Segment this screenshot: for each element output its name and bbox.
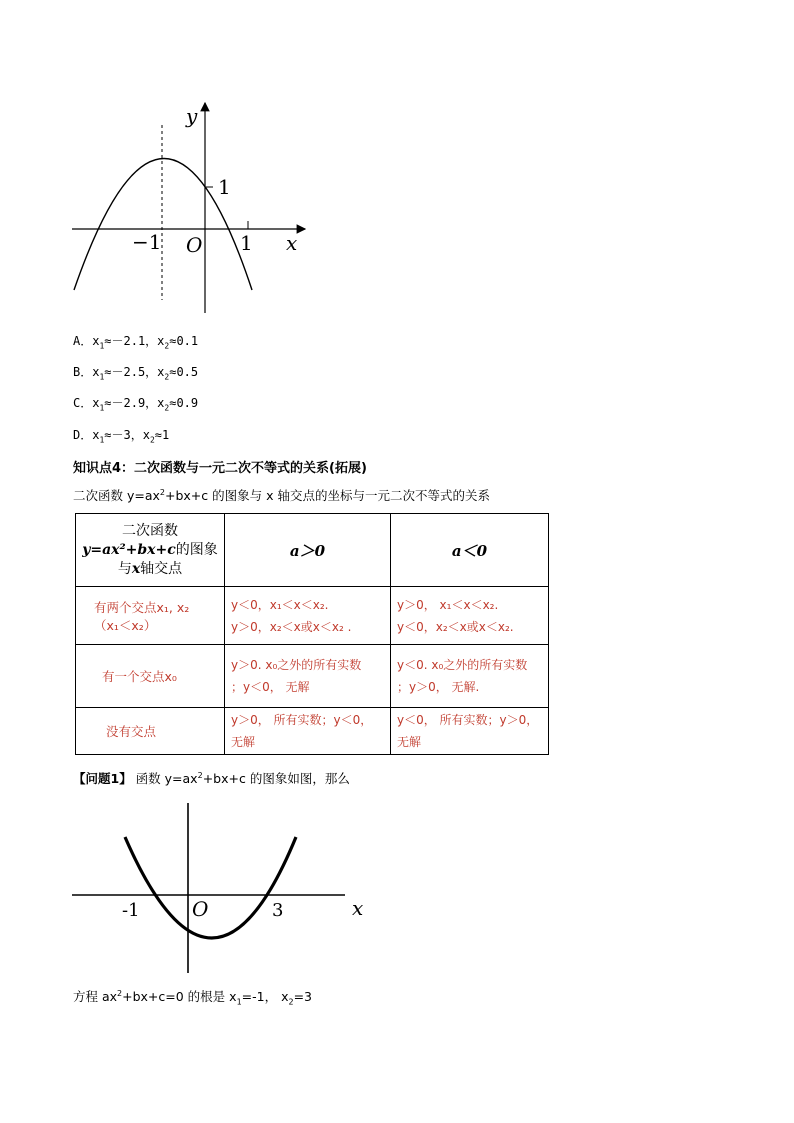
parabola-graph-1 — [60, 95, 320, 320]
option-d: D．$x_1\approx-3$，$x_2\approx 1$ — [73, 428, 170, 445]
tick-label-minus1: −1 — [132, 230, 162, 254]
option-c: C．$x_1\approx-2.9$，$x_2\approx 0.9$ — [73, 396, 199, 413]
tick-label-minus1: -1 — [122, 900, 140, 921]
origin-label: O — [186, 233, 203, 257]
tick-label-3: 3 — [272, 900, 284, 921]
problem-1-text: 【问题1】 函数 $y=ax^2+bx+c$ 的图象如图，那么 — [73, 770, 350, 786]
tick-label-1: 1 — [240, 231, 253, 255]
section-intro: 二次函数 $y=ax^2+bx+c$ 的图象与 x 轴交点的坐标与一元二次不等式的关系 — [73, 487, 490, 503]
option-a: A．$x_1\approx-2.1$，$x_2\approx 0.1$ — [73, 334, 199, 351]
cell-no-root-neg: y＜0， 所有实数；y＞0， 无解 — [391, 708, 549, 755]
row-label-two-roots: 有两个交点x₁, x₂ （x₁＜x₂） — [76, 587, 225, 645]
header-a-negative: a＜0 — [391, 514, 549, 587]
table-row — [76, 645, 549, 708]
answer-text: 方程 $ax^2+bx+c=0$ 的根是 $x_1=-1$， $x_2=3$ — [73, 988, 312, 1007]
header-function-cell: 二次函数 y=ax²+bx+c的图象 与x轴交点 — [76, 514, 225, 587]
parabola-graph-2 — [60, 795, 380, 985]
relation-table — [75, 513, 549, 755]
header-a-positive: a＞0 — [225, 514, 391, 587]
origin-label: O — [192, 897, 209, 921]
option-b: B．$x_1\approx-2.5$，$x_2\approx 0.5$ — [73, 365, 199, 382]
x-axis-label: x — [352, 896, 364, 920]
cell-two-roots-neg: y＞0， x₁＜x＜x₂. y＜0，x₂＜x或x＜x₂. — [391, 587, 549, 645]
table-row — [76, 708, 549, 755]
table-row — [76, 587, 549, 645]
cell-one-root-neg: y＜0. x₀之外的所有实数 ；y＞0， 无解. — [391, 645, 549, 708]
cell-two-roots-pos: y＜0，x₁＜x＜x₂. y＞0，x₂＜x或x＜x₂ . — [225, 587, 391, 645]
y-axis-label: y — [186, 104, 198, 128]
x-axis-label: x — [286, 231, 298, 255]
table-header-row — [76, 514, 549, 587]
row-label-no-root: 没有交点 — [76, 708, 225, 755]
parabola-curve — [125, 837, 296, 938]
cell-one-root-pos: y＞0. x₀之外的所有实数 ；y＜0， 无解 — [225, 645, 391, 708]
cell-no-root-pos: y＞0， 所有实数；y＜0， 无解 — [225, 708, 391, 755]
y-tick-label-1: 1 — [218, 175, 231, 199]
section-heading: 知识点4：二次函数与一元二次不等式的关系(拓展) — [73, 461, 367, 476]
row-label-one-root: 有一个交点x₀ — [76, 645, 225, 708]
